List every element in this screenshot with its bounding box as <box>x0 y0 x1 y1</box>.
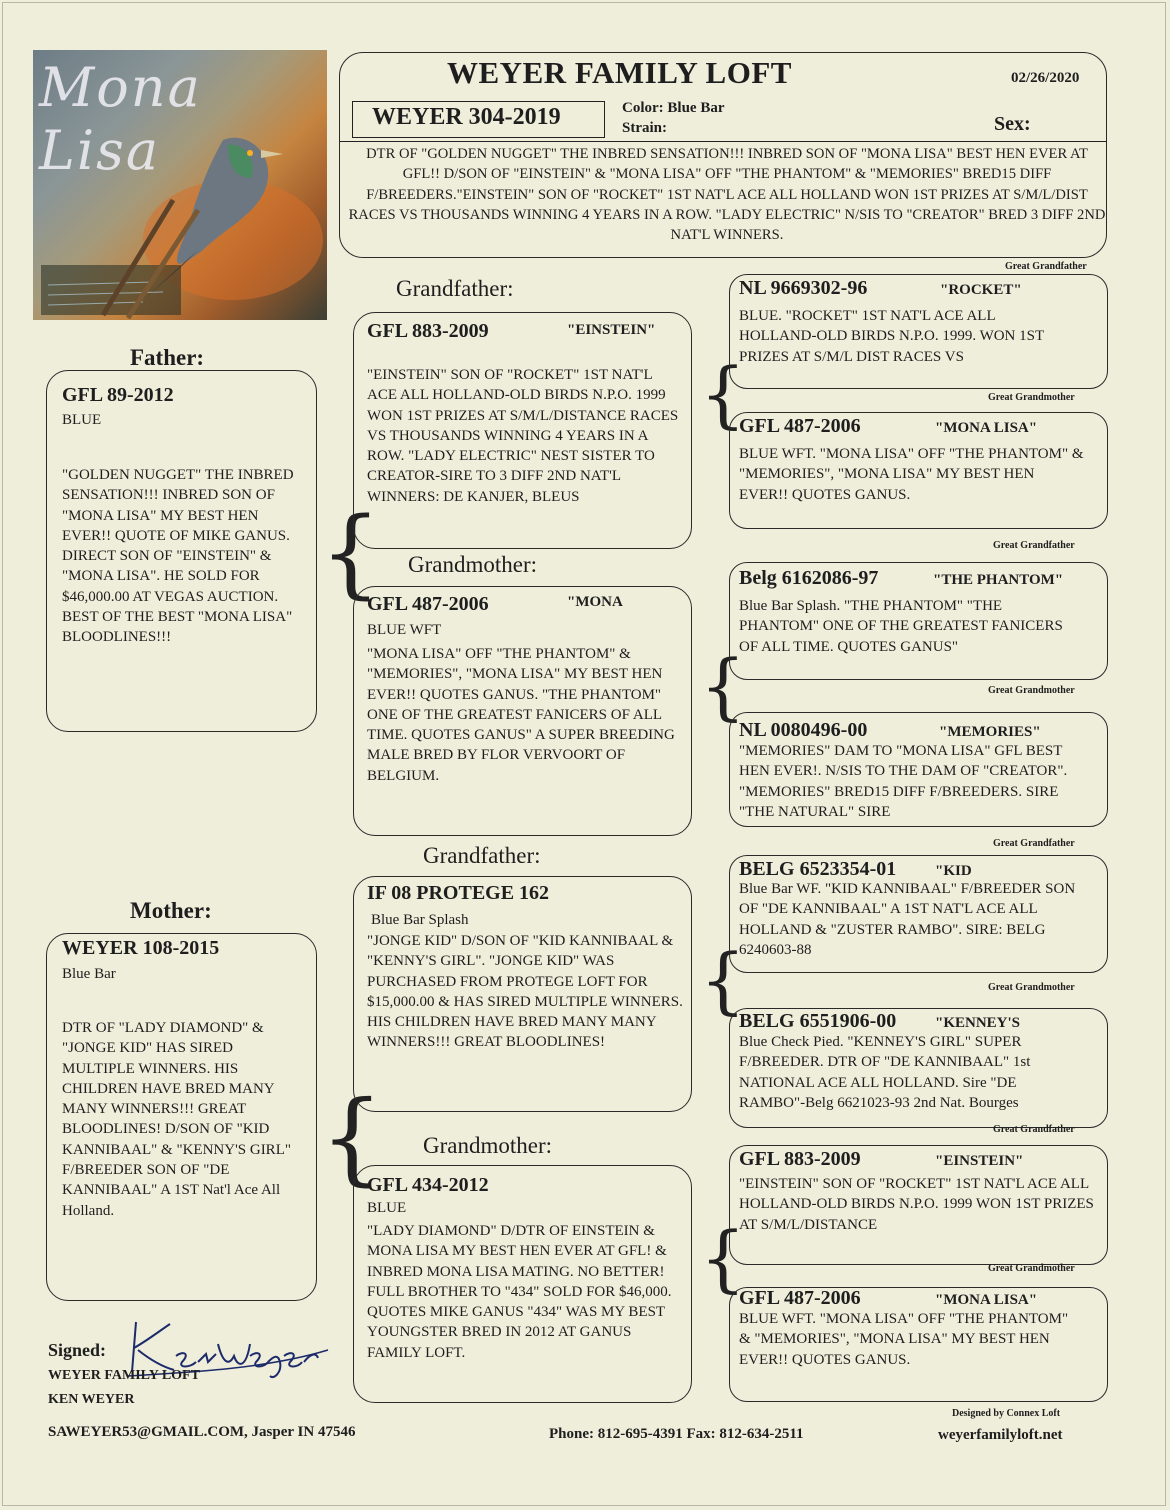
footer-owner: KEN WEYER <box>48 1392 135 1407</box>
grandfather1-label: Grandfather: <box>396 276 514 301</box>
gg1-band: NL 9669302-96 <box>739 277 868 299</box>
header-line <box>339 141 1107 142</box>
gg1-text: BLUE. "ROCKET" 1ST NAT'L ACE ALL HOLLAND-OLD BIRDS N.P.O. 1999. WON 1ST PRIZES AT S/M/L DIST RACES VS <box>739 308 1044 365</box>
gg6-band: BELG 6551906-00 <box>739 1010 897 1032</box>
gf1-brace: { <box>700 352 746 436</box>
mother-brace: { <box>320 1079 384 1196</box>
grandmother1-color: BLUE WFT <box>367 622 442 638</box>
mother-band: WEYER 108-2015 <box>62 937 220 959</box>
sex-label: Sex: <box>994 113 1031 135</box>
gg5-band: BELG 6523354-01 <box>739 858 897 880</box>
father-text: "GOLDEN NUGGET" THE INBRED SENSATION!!! INBRED SON OF "MONA LISA" MY BEST HEN EVER!! QUOTE OF MIKE GANUS. DIRECT SON OF "EINSTEIN" & "MONA LISA". HE SOLD FOR $46,000.00 AT VEGAS AUCTION. BEST OF THE BEST "MONA LISA" BLOODLINES!!! <box>62 467 294 646</box>
gg3-band: Belg 6162086-97 <box>739 567 879 589</box>
father-color: BLUE <box>62 412 102 428</box>
gg2-text: BLUE WFT. "MONA LISA" OFF "THE PHANTOM" & "MEMORIES", "MONA LISA" MY BEST HEN EVER!! QUOTES GANUS. <box>739 446 1084 503</box>
strain-label: Strain: <box>622 120 667 136</box>
mother-label: Mother: <box>130 898 212 923</box>
grandfather2-band: IF 08 PROTEGE 162 <box>367 882 550 904</box>
gg8-text: BLUE WFT. "MONA LISA" OFF "THE PHANTOM" & "MEMORIES", "MONA LISA" MY BEST HEN EVER!! QUOTES GANUS. <box>739 1311 1069 1368</box>
grandmother2-color: BLUE <box>367 1200 407 1216</box>
color-label: Color: Blue Bar <box>622 100 725 116</box>
grandmother2-label: Grandmother: <box>423 1133 553 1158</box>
gg6-nick: "KENNEY'S <box>935 1015 1021 1031</box>
band-number: WEYER 304-2019 <box>372 104 561 130</box>
gg-label-5: Great Grandfather <box>993 838 1075 849</box>
grandfather1-text: "EINSTEIN" SON OF "ROCKET" 1ST NAT'L ACE ALL HOLLAND-OLD BIRDS N.P.O. 1999 WON 1ST PRIZES AT S/M/L/DISTANCE RACES VS THOUSANDS WINNING 4 YEARS IN A ROW. "LADY ELECTRIC" NEST SISTER TO CREATOR-SIRE TO 3 DIFF 2ND NAT'L WINNERS: DE KANJER, BLEUS <box>367 367 679 505</box>
gg2-nick: "MONA LISA" <box>935 420 1038 436</box>
gm1-brace: { <box>700 644 746 728</box>
father-label: Father: <box>130 345 205 370</box>
gf2-brace: { <box>700 938 746 1022</box>
mother-text: DTR OF "LADY DIAMOND" & "JONGE KID" HAS SIRED MULTIPLE WINNERS. HIS CHILDREN HAVE BRED MANY MANY WINNERS!!! GREAT BLOODLINES! D/SON OF "KID KANNIBAAL" & "KENNY'S GIRL" F/BREEDER SON OF "DE KANNIBAAL" A 1ST Nat'l Ace All Holland. <box>62 1020 291 1219</box>
grandfather2-label: Grandfather: <box>423 843 541 868</box>
loft-title: WEYER FAMILY LOFT <box>447 55 792 90</box>
grandmother1-band: GFL 487-2006 <box>367 593 489 615</box>
footer-website: weyerfamilyloft.net <box>938 1427 1063 1443</box>
footer-loft: WEYER FAMILY LOFT <box>48 1368 200 1383</box>
pigeon-illustration <box>33 50 327 320</box>
grandfather2-text: "JONGE KID" D/SON OF "KID KANNIBAAL & "KENNY'S GIRL". "JONGE KID" WAS PURCHASED FROM PROTEGE LOFT FOR $15,000.00 & HAS SIRED MULTIPLE WINNERS. HIS CHILDREN HAVE BRED MANY MANY WINNERS!!! GREAT BLOODLINES! <box>367 933 683 1051</box>
signed-label: Signed: <box>48 1340 107 1360</box>
grandfather1-band: GFL 883-2009 <box>367 320 489 342</box>
mother-color: Blue Bar <box>62 966 116 982</box>
mona-lisa-logo <box>33 50 327 320</box>
gg-label-7: Great Grandfather <box>993 1124 1075 1135</box>
grandfather2-color: Blue Bar Splash <box>371 912 469 928</box>
grandfather1-nick: "EINSTEIN" <box>567 322 656 338</box>
gg4-band: NL 0080496-00 <box>739 719 868 741</box>
footer-email: SAWEYER53@GMAIL.COM, Jasper IN 47546 <box>48 1424 356 1440</box>
gg4-text: "MEMORIES" DAM TO "MONA LISA" GFL BEST HEN EVER!. N/SIS TO THE DAM OF "CREATOR". "MEMORIES" BRED15 DIFF F/BREEDERS. SIRE "THE NATURAL" SIRE <box>739 743 1068 820</box>
grandmother2-text: "LADY DIAMOND" D/DTR OF EINSTEIN & MONA LISA MY BEST HEN EVER AT GFL! & INBRED MONA LISA MATING. NO BETTER! FULL BROTHER TO "434" SOLD FOR $46,000. QUOTES MIKE GANUS "434" WAS MY BEST YOUNGSTER BRED IN 2012 AT GANUS FAMILY LOFT. <box>367 1223 672 1361</box>
grandmother2-band: GFL 434-2012 <box>367 1174 489 1196</box>
header-description: DTR OF "GOLDEN NUGGET" THE INBRED SENSATION!!! INBRED SON OF "MONA LISA" BEST HEN EVER AT GFL!! D/SON OF "EINSTEIN" & "MONA LISA" OFF "THE PHANTOM" & "MEMORIES" BRED15 DIFF F/BREEDERS."EINSTEIN" SON OF "ROCKET" 1ST NAT'L ACE ALL HOLLAND WON 1ST PRIZES AT S/M/L/DIST RACES VS THOUSANDS WINNING 4 YEARS IN A ROW. "LADY ELECTRIC" N/SIS TO "CREATOR" BRED 3 DIFF 2ND NAT'L WINNERS. <box>348 146 1106 244</box>
footer-phone: Phone: 812-695-4391 Fax: 812-634-2511 <box>549 1426 804 1442</box>
logo-text: Mona Lisa <box>39 56 202 182</box>
gg6-text: Blue Check Pied. "KENNEY'S GIRL" SUPER F/BREEDER. DTR OF "DE KANNIBAAL" 1st NATIONAL ACE ALL HOLLAND. Sire "DE RAMBO"-Belg 6621023-93 2nd Nat. Bourges <box>739 1034 1031 1111</box>
gg-label-3: Great Grandfather <box>993 540 1075 551</box>
gg-label-8: Great Grandmother <box>988 1263 1075 1274</box>
gg8-band: GFL 487-2006 <box>739 1287 861 1309</box>
gg-label-2: Great Grandmother <box>988 392 1075 403</box>
gg2-band: GFL 487-2006 <box>739 415 861 437</box>
gg3-text: Blue Bar Splash. "THE PHANTOM" "THE PHANTOM" ONE OF THE GREATEST FANICERS OF ALL TIME. QUOTES GANUS" <box>739 598 1063 655</box>
gg-label-6: Great Grandmother <box>988 982 1075 993</box>
grandmother1-text: "MONA LISA" OFF "THE PHANTOM" & "MEMORIES", "MONA LISA" MY BEST HEN EVER!! QUOTES GANUS. "THE PHANTOM" ONE OF THE GREATEST FANICERS OF ALL TIME. QUOTES GANUS" A SUPER BREEDING MALE BRED BY FLOR VERVOORT OF BELGIUM. <box>367 646 675 784</box>
date: 02/26/2020 <box>1011 70 1080 86</box>
gg7-text: "EINSTEIN" SON OF "ROCKET" 1ST NAT'L ACE ALL HOLLAND-OLD BIRDS N.P.O. 1999 WON 1ST PRIZES AT S/M/L/DISTANCE <box>739 1176 1094 1233</box>
gg3-nick: "THE PHANTOM" <box>933 572 1064 588</box>
gm2-brace: { <box>700 1216 746 1300</box>
grandmother1-label: Grandmother: <box>408 552 538 577</box>
gg5-text: Blue Bar WF. "KID KANNIBAAL" F/BREEDER SON OF "DE KANNIBAAL" A 1ST NAT'L ACE ALL HOLLAND & "ZUSTER RAMBO". SIRE: BELG 6240603-88 <box>739 881 1076 958</box>
gg7-band: GFL 883-2009 <box>739 1148 861 1170</box>
gg-label-1: Great Grandfather <box>1005 261 1087 272</box>
father-band: GFL 89-2012 <box>62 384 174 406</box>
gg-label-4: Great Grandmother <box>988 685 1075 696</box>
footer-designed-by: Designed by Connex Loft <box>952 1408 1061 1419</box>
gg7-nick: "EINSTEIN" <box>935 1153 1024 1169</box>
gg1-nick: "ROCKET" <box>940 282 1022 298</box>
father-brace: { <box>320 497 382 609</box>
gg8-nick: "MONA LISA" <box>935 1292 1038 1308</box>
gg5-nick: "KID <box>935 863 972 879</box>
gg4-nick: "MEMORIES" <box>939 724 1041 740</box>
grandmother1-nick: "MONA <box>567 594 623 610</box>
